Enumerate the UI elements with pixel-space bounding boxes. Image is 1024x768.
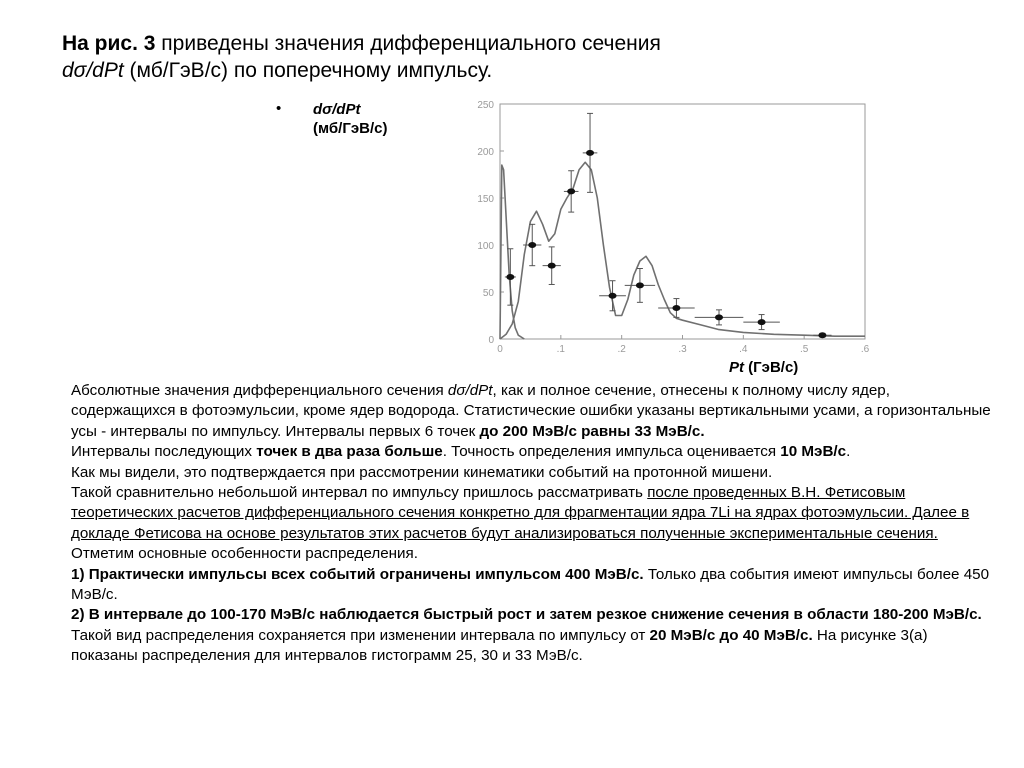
data-point xyxy=(567,188,575,194)
body-text xyxy=(71,381,991,667)
paragraph-2-emphasis: точек в два раза больше xyxy=(256,443,443,461)
paragraph-2-text-cont: . Точность определения импульса оценивается xyxy=(442,443,781,461)
title-text-line1: приведены значения дифференциального сечения xyxy=(155,32,661,55)
y-tick-label: 150 xyxy=(477,194,494,205)
paragraph-4-text: Такой сравнительно небольшой интервал по импульсу пришлось рассматривать xyxy=(71,484,648,502)
data-point xyxy=(528,242,536,248)
bullet-icon: • xyxy=(276,100,282,117)
paragraph-4 xyxy=(71,483,991,544)
paragraph-1-emphasis: до 200 МэВ/с равны 33 МэВ/с. xyxy=(479,422,705,440)
x-tick-label: .6 xyxy=(860,344,870,355)
data-point xyxy=(672,305,680,311)
y-tick-label: 100 xyxy=(477,241,494,252)
paragraph-1-text: Абсолютные значения дифференциального сечения xyxy=(71,382,448,399)
paragraph-3: Как мы видели, это подтверждается при рассмотрении кинематики событий на протонной мишени. xyxy=(71,463,773,481)
cross-section-chart xyxy=(462,94,872,356)
paragraph-1 xyxy=(71,381,991,442)
x-tick-label: .3 xyxy=(678,344,687,355)
paragraph-6-text: Только два события имеют импульсы более 450 МэВ/с. xyxy=(71,565,990,604)
data-point xyxy=(818,332,826,338)
paragraph-8-text-cont: На рисунке 3(а) показаны распределения для интервалов гистограмм 25, 30 и 33 МэВ/с. xyxy=(71,626,928,665)
y-tick-label: 0 xyxy=(488,335,494,346)
title-figure-ref: На рис. 3 xyxy=(62,32,156,55)
paragraph-1-text-cont: , как и полное сечение, отнесены к полному числу ядер, содержащихся в фотоэмульсии, кроме ядер водорода. Статистические ошибки указаны вертикальными усами, а горизонтальные усы - интервалы по импульсу. Интервалы первых 6 точек xyxy=(71,382,991,440)
data-point xyxy=(609,293,617,299)
y-axis-title-quantity: dσ/dPt xyxy=(313,101,361,118)
theory-curve-line xyxy=(500,162,865,339)
title-quantity: dσ/dPt xyxy=(62,59,124,82)
x-tick-label: .2 xyxy=(617,344,626,355)
data-point xyxy=(758,319,766,325)
y-tick-label: 50 xyxy=(482,288,494,299)
narrow-peak-curve-line xyxy=(500,165,524,339)
data-point xyxy=(636,282,644,288)
paragraph-7 xyxy=(71,605,991,625)
title-text-line2: (мб/ГэВ/с) по поперечному импульсу. xyxy=(123,59,493,82)
x-tick-label: .4 xyxy=(739,344,748,355)
x-axis-title-quantity: Pt xyxy=(729,359,744,376)
plot-frame xyxy=(500,104,865,339)
y-tick-label: 200 xyxy=(477,147,494,158)
paragraph-2 xyxy=(71,442,991,462)
paragraph-6-emphasis: 1) Практически импульсы всех событий ограничены импульсом 400 МэВ/с. xyxy=(71,565,644,583)
paragraph-4-underlined: после проведенных В.Н. Фетисовым теоретических расчетов дифференциального сечения конкретно для фрагментации ядра 7Li на ядрах фотоэмульсии. Далее в докладе Фетисова на основе результатов этих расчетов будут анализироваться полученные экспериментальные сечения. xyxy=(71,484,970,542)
y-tick-label: 250 xyxy=(477,100,494,111)
data-point xyxy=(715,314,723,320)
paragraph-8-emphasis: 20 МэВ/с до 40 МэВ/с. xyxy=(649,626,813,644)
paragraph-1-quantity: dσ/dPt xyxy=(447,382,493,399)
y-axis-title-unit: (мб/ГэВ/с) xyxy=(313,120,388,137)
paragraph-8 xyxy=(71,626,991,667)
paragraph-2-text: Интервалы последующих xyxy=(71,443,257,461)
x-tick-label: .1 xyxy=(556,344,566,355)
paragraph-5: Отметим основные особенности распределения. xyxy=(71,545,418,563)
paragraph-8-text: Такой вид распределения сохраняется при изменении интервала по импульсу от xyxy=(71,626,650,644)
data-point xyxy=(586,150,594,156)
paragraph-6 xyxy=(71,565,991,606)
data-point xyxy=(548,263,556,269)
x-tick-label: .5 xyxy=(799,344,809,355)
paragraph-2-end: . xyxy=(846,443,851,461)
x-axis-title xyxy=(729,359,798,376)
slide-title xyxy=(62,30,962,84)
data-point xyxy=(506,274,514,280)
x-tick-label: 0 xyxy=(497,344,503,355)
paragraph-7-emphasis: 2) В интервале до 100-170 МэВ/с наблюдается быстрый рост и затем резкое снижение сечения в области 180-200 МэВ/с. xyxy=(71,606,982,624)
x-axis-title-unit: (ГэВ/с) xyxy=(744,359,799,376)
paragraph-2-precision: 10 МэВ/с xyxy=(780,443,847,461)
